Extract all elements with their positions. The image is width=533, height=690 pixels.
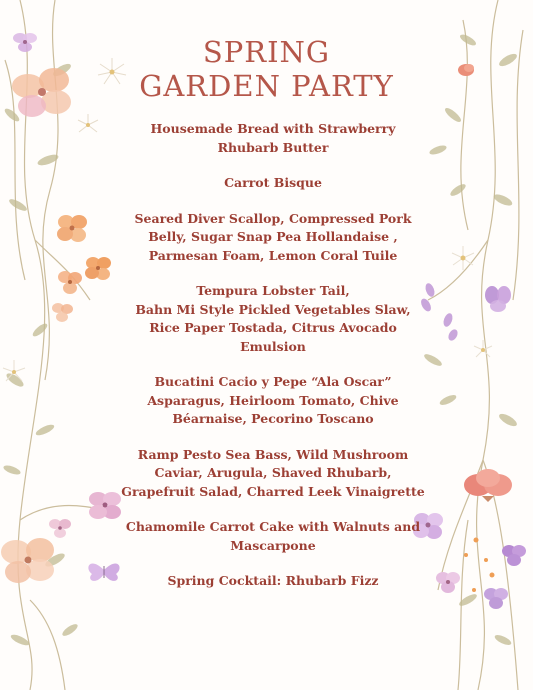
title-line-2: GARDEN PARTY — [139, 69, 394, 104]
course-cocktail — [118, 572, 428, 591]
page-title — [0, 35, 533, 103]
floral-border-left — [0, 0, 130, 690]
course-line: Bucatini Cacio y Pepe “Ala Oscar” — [154, 374, 392, 389]
course-line: Chamomile Carrot Cake with Walnuts and — [125, 519, 421, 534]
course-line: Tempura Lobster Tail, — [196, 283, 350, 298]
course-line: Carrot Bisque — [224, 175, 322, 190]
course-line: Belly, Sugar Snap Pea Hollandaise , — [148, 229, 398, 244]
course-line: Béarnaise, Pecorino Toscano — [172, 411, 374, 426]
course-bisque — [118, 174, 428, 193]
course-line: Parmesan Foam, Lemon Coral Tuile — [148, 247, 398, 263]
butterfly-icon — [88, 563, 119, 580]
course-carrot-cake — [118, 518, 428, 555]
course-sea-bass — [118, 446, 428, 502]
course-line: Ramp Pesto Sea Bass, Wild Mushroom — [137, 446, 409, 462]
course-scallop — [118, 210, 428, 266]
course-line: Caviar, Arugula, Shaved Rhubarb, — [154, 465, 392, 480]
course-line: Rice Paper Tostada, Citrus Avocado — [149, 320, 397, 335]
course-line: Asparagus, Heirloom Tomato, Chive — [147, 392, 399, 408]
course-line: Rhubarb Butter — [217, 139, 329, 155]
course-line: Bahn Mi Style Pickled Vegetables Slaw, — [135, 301, 411, 317]
course-line: Emulsion — [240, 338, 306, 354]
course-line: Mascarpone — [230, 537, 316, 553]
course-line: Housemade Bread with Strawberry — [150, 121, 396, 136]
title-line-1: SPRING — [202, 35, 331, 70]
course-bucatini — [118, 373, 428, 429]
course-lobster — [118, 282, 428, 356]
course-line: Seared Diver Scallop, Compressed Pork — [134, 210, 412, 226]
course-line: Spring Cocktail: Rhubarb Fizz — [167, 573, 379, 588]
flower-coral-poppy — [464, 469, 512, 502]
course-bread — [118, 120, 428, 157]
course-line: Grapefruit Salad, Charred Leek Vinaigrette — [121, 483, 425, 499]
menu-list — [118, 120, 428, 608]
